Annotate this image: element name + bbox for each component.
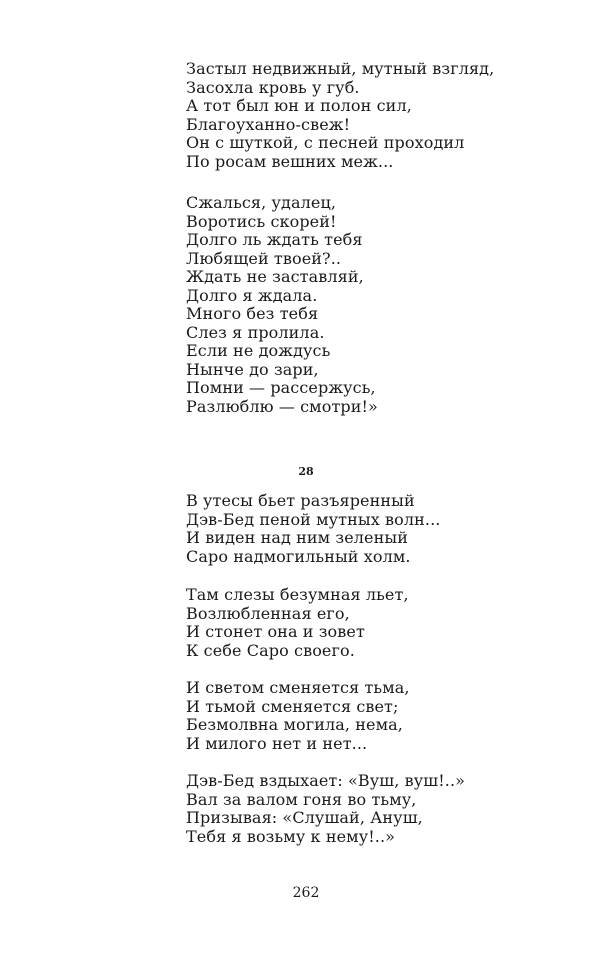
verse-line: Тебя я возьму к нему!..» <box>186 826 396 846</box>
stanza-1 <box>186 60 494 171</box>
verse-line: А тот был юн и полон сил, <box>186 96 412 115</box>
verse-line: По росам вешних меж... <box>186 151 394 171</box>
verse-line: В утесы бьет разъяренный <box>186 491 415 510</box>
verse-line: Возлюбленная его, <box>186 603 350 623</box>
verse-line: И светом сменяется тьма, <box>186 678 410 697</box>
verse-line: Много без тебя <box>186 304 319 323</box>
verse-line: И тьмой сменяется свет; <box>186 696 399 716</box>
verse-line: Долго я ждала. <box>186 285 318 305</box>
page-number: 262 <box>292 885 320 901</box>
verse-line: Засохла кровь у губ. <box>186 77 360 97</box>
verse-line: И милого нет и нет... <box>186 733 368 753</box>
verse-line: Помни — рассержусь, <box>186 378 376 397</box>
verse-line: И стонет она и зовет <box>186 622 365 641</box>
verse-line: Если не дождусь <box>186 341 331 360</box>
verse-line: Воротись скорей! <box>186 211 337 231</box>
verse-line: Дэв-Бед пеной мутных волн... <box>186 509 441 529</box>
verse-line: Благоуханно-свеж! <box>186 114 351 134</box>
verse-line: Слез я пролила. <box>186 322 325 342</box>
verse-line: Вал за валом гоня во тьму, <box>186 789 417 809</box>
verse-line: К себе Саро своего. <box>186 640 355 660</box>
verse-line: Призывая: «Слушай, Ануш, <box>186 808 423 827</box>
verse-line: Долго ль ждать тебя <box>186 230 363 249</box>
verse-line: Нынче до зари, <box>186 359 319 379</box>
verse-line: Саро надмогильный холм. <box>186 546 411 566</box>
verse-line: Разлюблю — смотри!» <box>186 396 378 416</box>
poem-number: 28 <box>298 465 314 478</box>
verse-line: Любящей твоей?.. <box>186 248 342 268</box>
stanza-2 <box>186 194 378 416</box>
verse-line: Дэв-Бед вздыхает: «Вуш, вуш!..» <box>186 771 466 790</box>
verse-line: И виден над ним зеленый <box>186 528 408 547</box>
verse-line: Сжалься, удалец, <box>186 193 337 212</box>
verse-line: Застыл недвижный, мутный взгляд, <box>186 59 495 78</box>
stanza-5 <box>186 679 410 753</box>
stanza-4 <box>186 586 409 660</box>
verse-line: Он с шуткой, с песней проходил <box>186 133 465 152</box>
verse-line: Ждать не заставляй, <box>186 267 364 286</box>
stanza-6 <box>186 772 465 846</box>
stanza-3 <box>186 492 440 566</box>
verse-line: Там слезы безумная льет, <box>186 585 409 604</box>
verse-line: Безмолвна могила, нема, <box>186 715 403 734</box>
